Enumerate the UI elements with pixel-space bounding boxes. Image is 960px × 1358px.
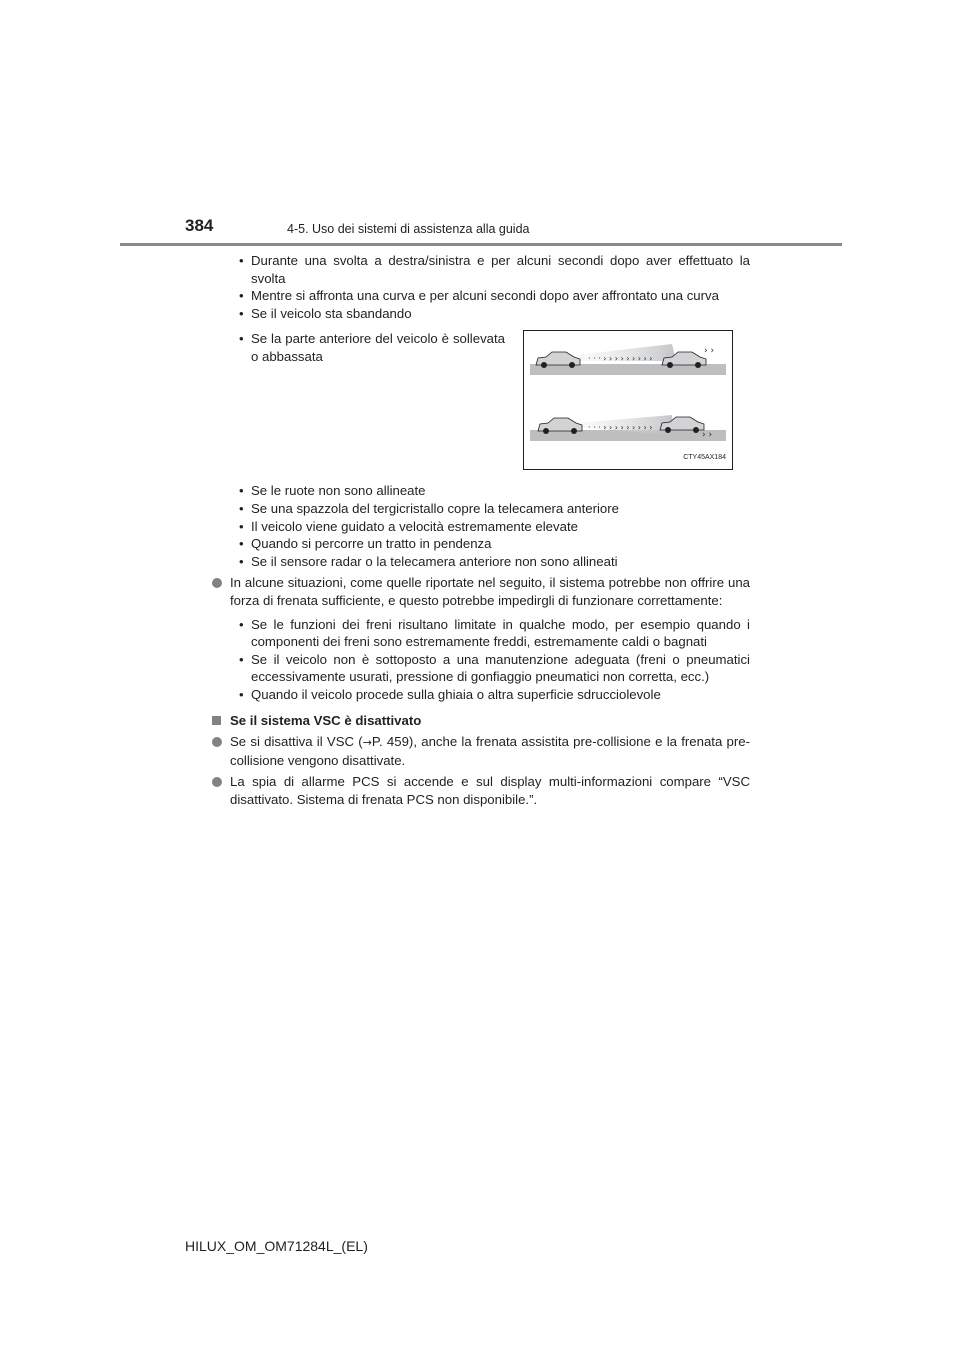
svg-text:› ›: › ›	[702, 430, 713, 441]
list-item: • Durante una svolta a destra/sinistra e per alcuni secondi dopo aver effettuato la svolta	[212, 252, 750, 287]
list-item: • Se il veicolo sta sbandando	[212, 305, 750, 323]
list-item: • Quando si percorre un tratto in pendenza	[212, 535, 750, 553]
section-heading	[212, 712, 750, 730]
circle-bullet-icon	[212, 737, 222, 747]
list-item: • Se le funzioni dei freni risultano limitate in qualche modo, per esempio quando i componenti dei freni sono estremamente freddi, estremamente caldi o bagnati	[212, 616, 750, 651]
list-item: • Quando il veicolo procede sulla ghiaia o altra superficie sdrucciolevole	[212, 686, 750, 704]
list-item: • Se il sensore radar o la telecamera anteriore non sono allineati	[212, 553, 750, 571]
heading-text: Se il sistema VSC è disattivato	[230, 712, 422, 728]
svg-text:· · · › › › › › › › › ›: · · · › › › › › › › › ›	[588, 354, 653, 364]
condition-list-3	[212, 616, 750, 704]
document-footer: HILUX_OM_OM71284L_(EL)	[185, 1238, 368, 1254]
svg-text:› ›: › ›	[704, 346, 715, 357]
list-item: • Se le ruote non sono allineate	[212, 482, 750, 500]
note-text: La spia di allarme PCS si accende e sul display multi-informazioni compare “VSC disattivato. Sistema di frenata PCS non disponibile.”.	[230, 774, 750, 807]
circle-bullet-icon	[212, 777, 222, 787]
pcs-warning-note	[212, 773, 750, 808]
square-bullet-icon	[212, 716, 221, 725]
braking-force-note	[212, 574, 750, 609]
condition-list-1	[212, 252, 750, 322]
illustration-vehicle-pitch	[523, 330, 733, 470]
figure-row	[212, 330, 750, 482]
note-text-start: Se si disattiva il VSC (	[230, 734, 363, 750]
note-text-end: P. 459), anche la frenata assistita pre-collisione e la frenata pre-collisione vengono disattivate.	[230, 734, 750, 768]
svg-text:· · · › › › › › › › › ›: · · · › › › › › › › › ›	[588, 423, 653, 433]
list-item: • Se il veicolo non è sottoposto a una manutenzione adeguata (freni o pneumatici eccessivamente usurati, pressione di gonfiaggio pneumatici non corretta, ecc.)	[212, 651, 750, 686]
circle-bullet-icon	[212, 578, 222, 588]
list-item: • Mentre si affronta una curva e per alcuni secondi dopo aver affrontato una curva	[212, 287, 750, 305]
arrow-right-icon: →	[362, 736, 372, 750]
note-text: In alcune situazioni, come quelle riportate nel seguito, il sistema potrebbe non offrire una forza di frenata sufficiente, e questo potrebbe impedirgli di funzionare correttamente:	[230, 575, 750, 608]
section-title: 4-5. Uso dei sistemi di assistenza alla guida	[287, 222, 530, 236]
page-number: 384	[185, 216, 214, 235]
vsc-off-note	[212, 733, 750, 769]
condition-list-2	[212, 482, 750, 570]
figure-caption: CTY45AX184	[683, 453, 726, 461]
page-content	[212, 252, 750, 808]
header-divider	[120, 243, 842, 246]
figure-bullet	[212, 330, 505, 365]
list-item: • Il veicolo viene guidato a velocità estremamente elevate	[212, 518, 750, 536]
list-item: • Se una spazzola del tergicristallo copre la telecamera anteriore	[212, 500, 750, 518]
list-item: • Se la parte anteriore del veicolo è sollevata o abbassata	[212, 330, 505, 365]
